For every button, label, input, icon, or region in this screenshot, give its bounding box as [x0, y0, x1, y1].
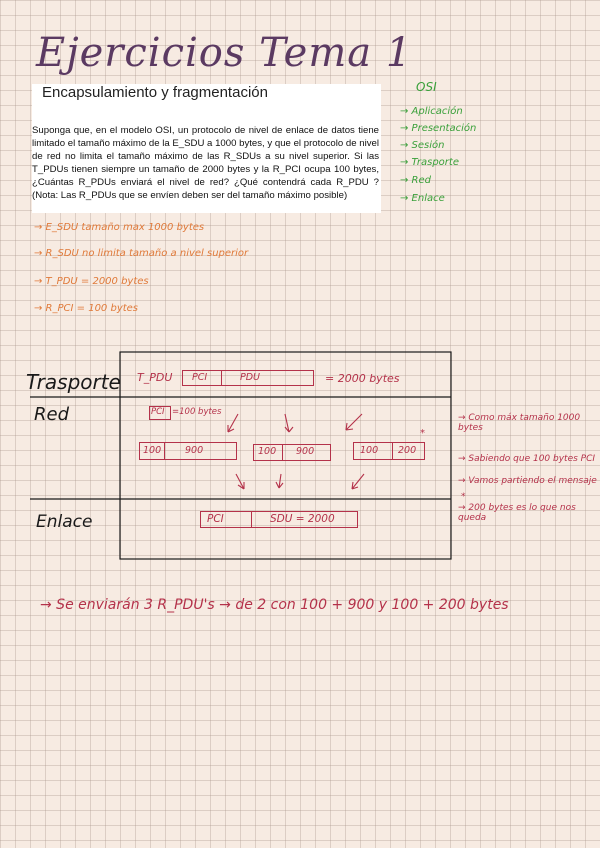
osi-item-red: → Red — [400, 175, 432, 186]
rpci-label: PCI — [151, 407, 165, 417]
note-esdu: → E_SDU tamaño max 1000 bytes — [34, 222, 205, 233]
conclusion: → Se enviarán 3 R_PDU's → de 2 con 100 + 900 y 100 + 200 bytes — [40, 597, 509, 613]
fragment-3-data-value: 200 — [398, 445, 417, 456]
note-tpdu: → T_PDU = 2000 bytes — [34, 276, 149, 287]
osi-header: OSI — [416, 80, 437, 94]
tpdu-pci-label: PCI — [192, 372, 208, 383]
osi-item-aplicacion: → Aplicación — [400, 106, 463, 117]
rpci-size: =100 bytes — [172, 407, 222, 417]
tpdu-label: T_PDU — [137, 371, 173, 384]
note-rpci: → R_PCI = 100 bytes — [34, 303, 139, 314]
tpdu-size: = 2000 bytes — [325, 372, 400, 385]
side-note-max: → Como máx tamaño 1000 bytes — [458, 413, 581, 433]
layer-label-link: Enlace — [36, 512, 93, 532]
exercise-statement: Suponga que, en el modelo OSI, un protocolo de nivel de enlace de datos tiene limitado el tamaño máximo de la E_SDU a 1000 bytes, y que el protocolo de nivel de red no limita el tamaño máximo de las R_SDUs a su nivel superior. Si las T_PDUs tienen siempre un tamaño de 2000 bytes y la R_PCI ocupa 100 bytes, ¿Cuántas R_PDUs enviará el nivel de red? ¿Qué contendrá cada R_PDU ? (Nota: Las R_PDUs que se envíen deben ser del tamaño máximo posible) — [32, 125, 379, 201]
side-note-split: → Vamos partiendo el mensaje — [458, 476, 597, 486]
fragment-3-header-value: 100 — [360, 445, 379, 456]
tpdu-pdu-label: PDU — [240, 372, 260, 383]
enlace-pci-label: PCI — [207, 513, 224, 525]
layer-label-transport: Trasporte — [26, 370, 121, 394]
fragment-2-data-value: 900 — [296, 446, 315, 457]
fragment-1-data-value: 900 — [185, 445, 204, 456]
fragment-1-header-value: 100 — [143, 445, 162, 456]
side-note-remaining: → 200 bytes es lo que nos queda — [458, 503, 576, 523]
layer-label-network: Red — [34, 404, 70, 425]
osi-item-trasporte: → Trasporte — [400, 157, 459, 168]
fragment-2-header-value: 100 — [258, 446, 277, 457]
side-note-asterisk: * — [461, 492, 466, 502]
fragment-3-asterisk: * — [420, 428, 425, 439]
enlace-sdu-label: SDU = 2000 — [270, 513, 335, 525]
osi-item-presentacion: → Presentación — [400, 123, 477, 134]
osi-item-sesion: → Sesión — [400, 140, 445, 151]
exercise-title: Encapsulamiento y fragmentación — [42, 84, 268, 101]
note-rsdu: → R_SDU no limita tamaño a nivel superior — [34, 248, 249, 259]
osi-item-enlace: → Enlace — [400, 193, 445, 204]
page-title: Ejercicios Tema 1 — [36, 30, 413, 76]
side-note-pci: → Sabiendo que 100 bytes PCI — [458, 454, 596, 464]
